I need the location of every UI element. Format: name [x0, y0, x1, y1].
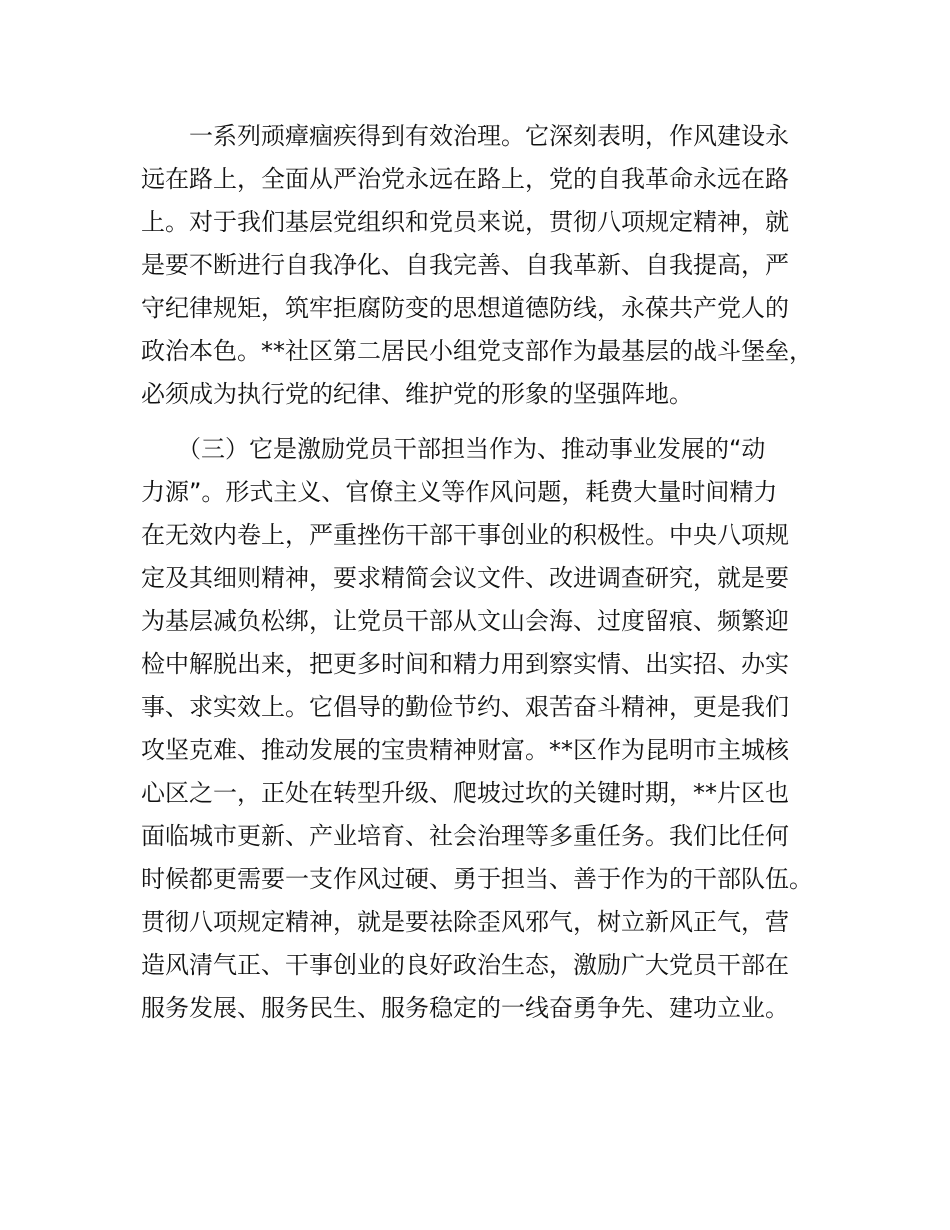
text-line: 心区之一，正处在转型升级、爬坡过坎的关键时期，**片区也: [141, 779, 789, 807]
text-line: 时候都更需要一支作风过硬、勇于担当、善于作为的干部队伍。: [141, 865, 813, 893]
document-body: [141, 115, 841, 1030]
text-line: 面临城市更新、产业培育、社会治理等多重任务。我们比任何: [141, 822, 789, 850]
text-line: 上。对于我们基层党组织和党员来说，贯彻八项规定精神，就: [141, 208, 789, 236]
text-line: 检中解脱出来，把更多时间和精力用到察实情、出实招、办实: [141, 650, 789, 678]
text-line: 造风清气正、干事创业的良好政治生态，激励广大党员干部在: [141, 951, 789, 979]
text-line: 远在路上，全面从严治党永远在路上，党的自我革命永远在路: [141, 165, 789, 193]
text-line: 服务发展、服务民生、服务稳定的一线奋勇争先、建功立业。: [141, 994, 789, 1022]
text-line: （三）它是激励党员干部担当作为、推动事业发展的“动: [141, 435, 766, 463]
text-line: 事、求实效上。它倡导的勤俭节约、艰苦奋斗精神，更是我们: [141, 693, 789, 721]
text-line: 贯彻八项规定精神，就是要祛除歪风邪气，树立新风正气，营: [141, 908, 789, 936]
text-line: 是要不断进行自我净化、自我完善、自我革新、自我提高，严: [141, 251, 789, 279]
paragraph-2: [141, 428, 841, 1030]
text-line: 在无效内卷上，严重挫伤干部干事创业的积极性。中央八项规: [141, 521, 789, 549]
text-line: 必须成为执行党的纪律、维护党的形象的坚强阵地。: [141, 380, 693, 408]
text-line: 为基层减负松绑，让党员干部从文山会海、过度留痕、频繁迎: [141, 607, 789, 635]
text-line: 攻坚克难、推动发展的宝贵精神财富。**区作为昆明市主城核: [141, 736, 789, 764]
paragraph-spacing: [141, 416, 841, 428]
text-line: 定及其细则精神，要求精简会议文件、改进调查研究，就是要: [141, 564, 789, 592]
text-line: 政治本色。**社区第二居民小组党支部作为最基层的战斗堡垒，: [141, 337, 813, 365]
text-line: 力源”。形式主义、官僚主义等作风问题，耗费大量时间精力: [141, 478, 778, 506]
text-line: 一系列顽瘴痼疾得到有效治理。它深刻表明，作风建设永: [141, 122, 789, 150]
text-line: 守纪律规矩，筑牢拒腐防变的思想道德防线，永葆共产党人的: [141, 294, 789, 322]
paragraph-1: [141, 115, 841, 416]
